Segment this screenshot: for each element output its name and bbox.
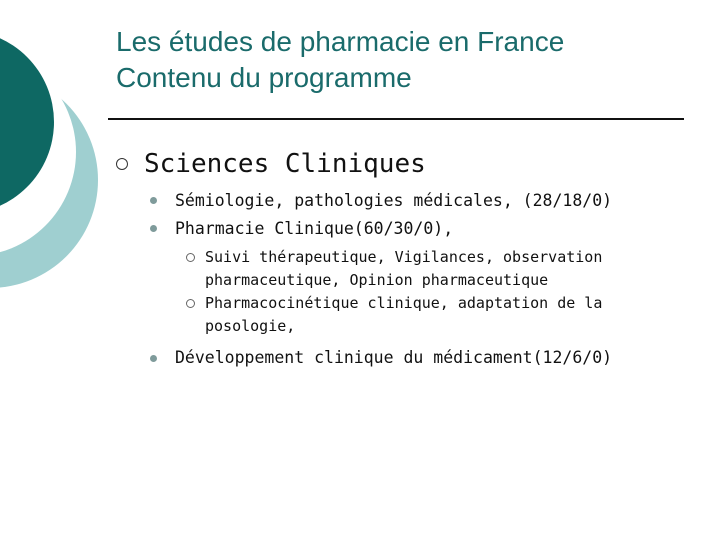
- sub-list-item: [205, 292, 602, 338]
- title-line-1: Les études de pharmacie en France: [116, 26, 565, 57]
- sub-list-item-line: Pharmacocinétique clinique, adaptation de la: [205, 294, 603, 312]
- bullet-dot-icon: [150, 197, 157, 204]
- sub-list-item: [205, 246, 602, 292]
- slide-title: [116, 24, 696, 96]
- title-line-2: Contenu du programme: [116, 62, 412, 93]
- sub-bullet-icon: [186, 299, 195, 308]
- sub-list-item-line: pharmaceutique, Opinion pharmaceutique: [205, 271, 549, 289]
- sub-list-item-line: posologie,: [205, 317, 296, 335]
- bullet-dot-icon: [150, 355, 157, 362]
- list-item: Pharmacie Clinique(60/30/0),: [175, 219, 454, 238]
- list-item: Sémiologie, pathologies médicales, (28/18/0): [175, 191, 613, 210]
- decorative-circles: [0, 0, 110, 300]
- sub-list-item-line: Suivi thérapeutique, Vigilances, observation: [205, 248, 603, 266]
- list-item: Développement clinique du médicament(12/6/0): [175, 348, 613, 367]
- bullet-dot-icon: [150, 225, 157, 232]
- section-heading: Sciences Cliniques: [144, 149, 426, 179]
- title-divider: [108, 118, 684, 120]
- sub-bullet-icon: [186, 253, 195, 262]
- section-bullet-icon: [116, 158, 128, 170]
